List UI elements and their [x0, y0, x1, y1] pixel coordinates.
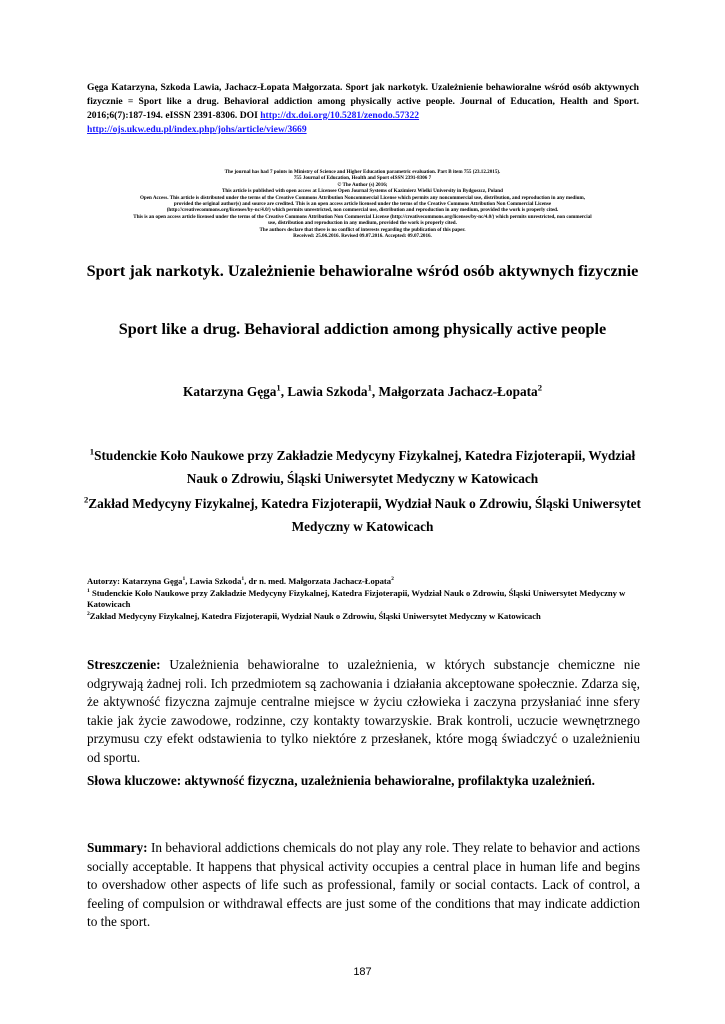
author-details	[87, 576, 642, 622]
journal-info-line: (http://creativecommons.org/licenses/by-nc/4.0/) which permits unrestricted, non commercial use, distribution and reproduction in any medium, provided the work is properly cited.	[166, 207, 559, 214]
author-separator: ,	[371, 384, 379, 399]
author-details-aff1	[87, 588, 642, 611]
author-separator: ,	[280, 384, 288, 399]
doi-link[interactable]: http://dx.doi.org/10.5281/zenodo.57322	[260, 110, 420, 121]
keywords: Słowa kluczowe: aktywność fizyczna, uzależnienia behawioralne, profilaktyka uzależnień.	[87, 773, 595, 788]
page-number: 187	[353, 966, 372, 978]
author-details-text: Studenckie Koło Naukowe przy Zakładzie Medycyny Fizykalnej, Katedra Fizjoterapii, Wydział Nauk o Zdrowiu, Śląski Uniwersytet Medyczny w Katowicach	[87, 587, 626, 609]
journal-info-line: Received: 25.06.2016. Revised 09.07.2016. Accepted: 09.07.2016.	[293, 233, 432, 240]
affiliation-marker: 1	[87, 587, 90, 594]
abstract-english-label: Summary:	[87, 840, 148, 855]
citation	[87, 81, 639, 137]
abstract-english	[87, 839, 640, 932]
abstract-polish-label: Streszczenie:	[87, 657, 161, 672]
author-details-line	[87, 576, 642, 588]
affiliation-marker: 2	[83, 494, 89, 505]
journal-info-line: Open Access. This article is distributed under the terms of the Creative Commons Attribution Noncommercial License which permits any noncommercial use, distribution, and reproduction in any medium,	[139, 194, 586, 201]
affiliation-marker: 1	[89, 446, 95, 457]
author-details-text: Autorzy: Katarzyna Gęga	[87, 576, 183, 586]
title-polish: Sport jak narkotyk. Uzależnienie behawioralne wśród osób aktywnych fizycznie	[86, 262, 639, 280]
author-affiliation-marker: 1	[276, 382, 281, 393]
author-details-aff2	[87, 611, 642, 623]
affiliation-marker: 2	[87, 610, 90, 617]
author-name: Katarzyna Gęga	[182, 384, 277, 399]
affiliation-marker: 2	[391, 576, 394, 583]
abstract-polish-text: Uzależnienia behawioralne to uzależnienia, w których substancje chemiczne nie odgrywają żadnej roli. Ich przedmiotem są zachowania i działania akceptowane społecznie. Zdarza się, że aktywność fizyczna zajmuje centralne miejsce w życiu człowieka i zaczyna przysłaniać inne sfery takie jak życie zawodowe, rodzinne, czy kontakty towarzyskie. Brak kontroli, uczucie wewnętrznego przymusu czy efekt odstawienia to tylko niektóre z przesłanek, które mogą świadczyć o uzależnieniu od sportu.	[87, 657, 640, 765]
article-url-link[interactable]: http://ojs.ukw.edu.pl/index.php/johs/article/view/3669	[87, 124, 307, 135]
journal-info	[60, 169, 665, 239]
journal-info-line: The authors declare that there is no conflict of interests regarding the publication of this paper.	[259, 226, 466, 233]
affiliation-1	[80, 444, 645, 490]
journal-info-line: © The Author (s) 2016;	[337, 181, 388, 188]
affiliation-text: Zakład Medycyny Fizykalnej, Katedra Fizjoterapii, Wydział Nauk o Zdrowiu, Śląski Uniwersytet Medyczny w Katowicach	[88, 496, 641, 534]
author-details-text: , Lawia Szkoda	[185, 576, 242, 586]
affiliation-text: Studenckie Koło Naukowe przy Zakładzie Medycyny Fizykalnej, Katedra Fizjoterapii, Wydział Nauk o Zdrowiu, Śląski Uniwersytet Medyczny w Katowicach	[94, 448, 636, 486]
journal-info-line: This article is published with open access at Licensee Open Journal Systems of Kazimierz Wielki University in Bydgoszcz, Poland	[222, 188, 503, 195]
affiliation-marker: 1	[182, 576, 186, 583]
title-english: Sport like a drug. Behavioral addiction among physically active people	[118, 320, 607, 338]
journal-info-line: This is an open access article licensed under the terms of the Creative Commons Attribution Non Commercial License (http://creativecommons.org/licenses/by-nc/4.0/) which permits unrestricted, non commercial	[133, 213, 592, 220]
author-name: Lawia Szkoda	[287, 384, 368, 399]
author-affiliation-marker: 1	[367, 382, 372, 393]
author-details-text: Zakład Medycyny Fizykalnej, Katedra Fizjoterapii, Wydział Nauk o Zdrowiu, Śląski Uniwersytet Medyczny w Katowicach	[89, 610, 541, 621]
citation-text: Gęga Katarzyna, Szkoda Lawia, Jachacz-Łopata Małgorzata. Sport jak narkotyk. Uzależnienie behawioralne wśród osób aktywnych fizycznie = Sport like a drug. Behavioral addiction among physically active people. Journal of Education, Health and Sport. 2016;6(7):187-194. eISSN 2391-8306. DOI	[87, 82, 639, 121]
journal-info-line: use, distribution and reproduction in any medium, provided the work is properly cited.	[268, 220, 457, 227]
affiliation-marker: 1	[241, 576, 245, 583]
author-affiliation-marker: 2	[537, 382, 542, 393]
abstract-polish	[87, 656, 640, 768]
journal-info-line: 755 Journal of Education, Health and Sport eISSN 2391-8306 7	[293, 175, 432, 182]
affiliation-2	[80, 492, 645, 538]
journal-info-line: The journal has had 7 points in Ministry of Science and Higher Education parametric evaluation. Part B item 755 (23.12.2015).	[224, 169, 501, 175]
journal-info-line: provided the original author(s) and source are credited. This is an open access article licensed under the terms of the Creative Commons Attribution Non Commercial License	[173, 201, 552, 208]
author-details-text: , dr n. med. Małgorzata Jachacz-Łopata	[244, 576, 392, 586]
abstract-english-text: In behavioral addictions chemicals do not play any role. They relate to behavior and actions socially acceptable. It happens that physical activity occupies a central place in human life and begins to overshadow other aspects of life such as professional, family or social contacts. Lack of control, a feeling of compulsion or withdrawal effects are just some of the conditions that may indicate addiction to the sport.	[87, 840, 640, 930]
author-name: Małgorzata Jachacz-Łopata	[378, 384, 538, 399]
authors-line	[70, 382, 655, 402]
